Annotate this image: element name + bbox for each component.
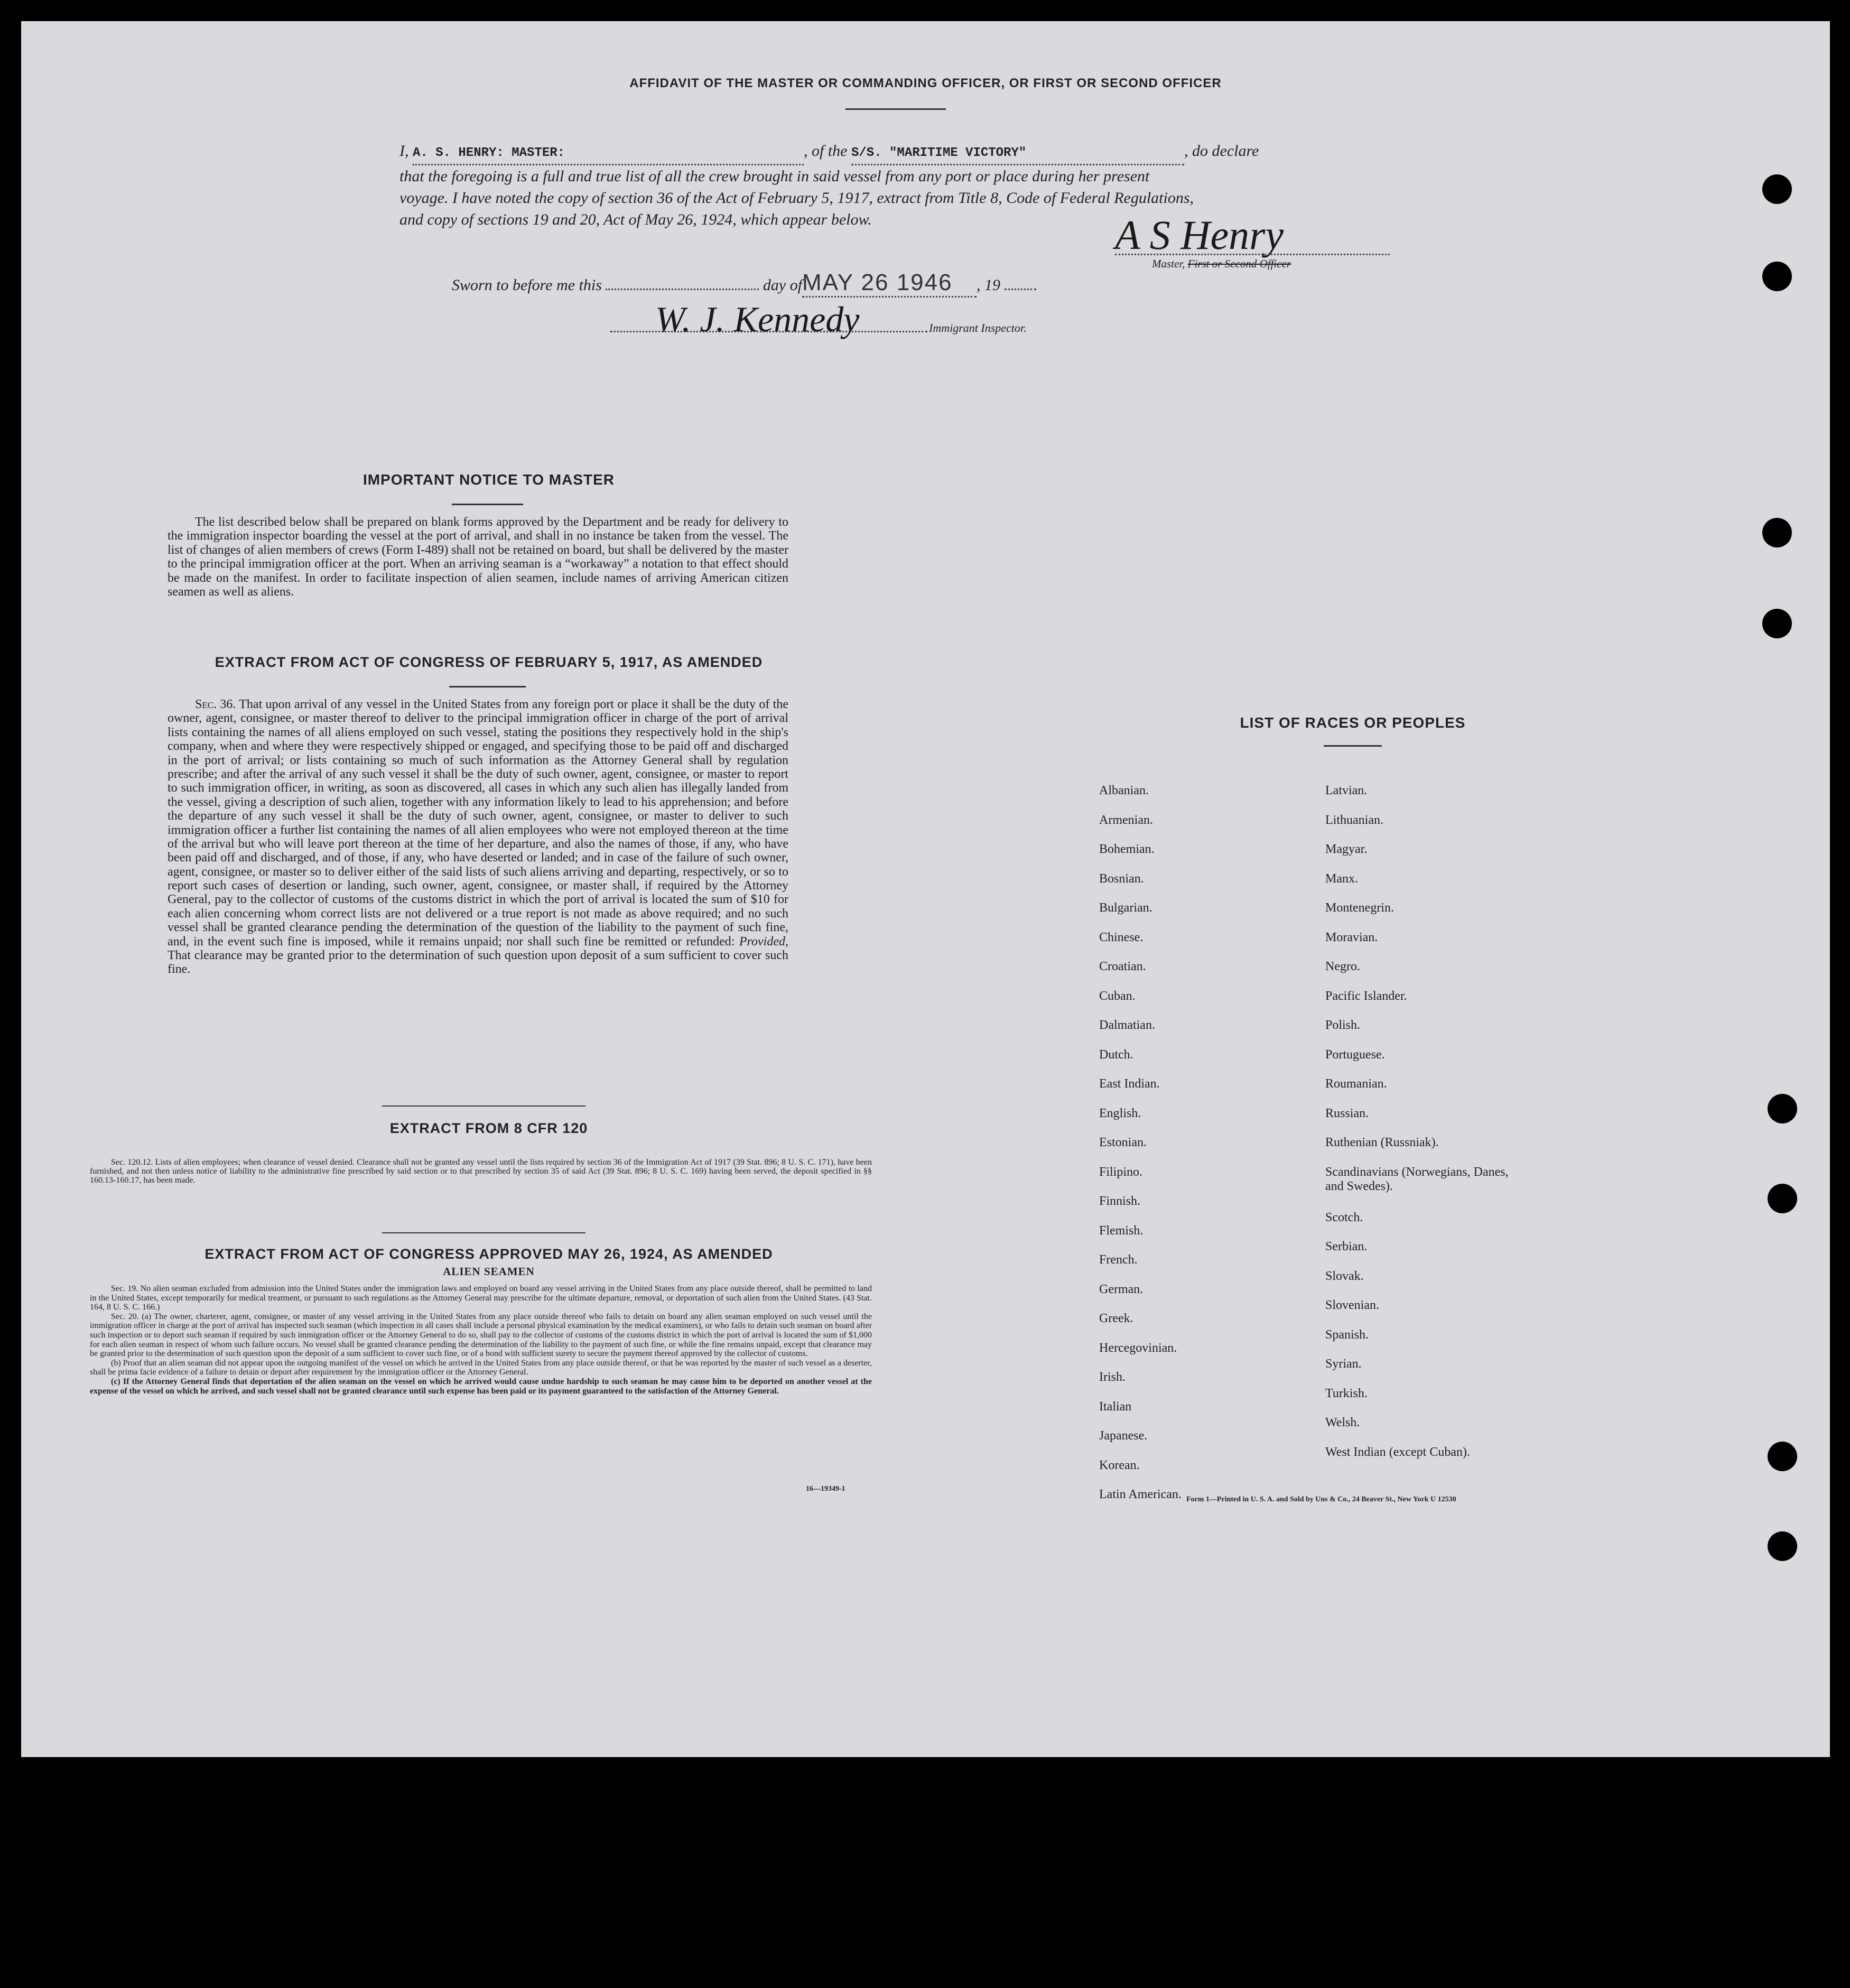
binder-hole [1768, 1442, 1797, 1471]
race-item: Negro. [1325, 960, 1360, 973]
race-item: Armenian. [1099, 813, 1153, 827]
day-of-label: day of [763, 276, 803, 294]
race-item: Ruthenian (Russniak). [1325, 1136, 1439, 1149]
race-item: Korean. [1099, 1458, 1140, 1472]
provided-label: Provided, [739, 934, 788, 949]
race-item: Moravian. [1325, 930, 1378, 944]
race-item: Welsh. [1325, 1416, 1360, 1430]
sworn-label: Sworn to before me this [452, 276, 602, 294]
sec-36-proviso: That clearance may be granted prior to the determination of such question upon deposit of a sum sufficient to cover such fine. [168, 949, 788, 977]
master-label [1152, 257, 1291, 271]
i-label: I, [399, 142, 409, 160]
race-item: Portuguese. [1325, 1047, 1385, 1062]
extract-1924-body [90, 1284, 872, 1396]
cfr-body: Sec. 120.12. Lists of alien employees; when clearance of vessel denied. Clearance shall not be granted any vessel until the lists required by section 36 of the Immigration Act of 1917 (39 Stat. 896; 8 U. S. C. 171), have been furnished, and not then unless notice of liability to the administrative fine prescribed by said section or to that prescribed by section 35 of said Act (39 Stat. 896; 8 U. S. C. 169) having been served, the deposit specified in §§ 160.13-160.17, has been made. [90, 1158, 872, 1185]
race-item: German. [1099, 1282, 1144, 1296]
race-item: Magyar. [1325, 842, 1368, 856]
sec-20b-text: (b) Proof that an alien seaman did not appear upon the outgoing manifest of the vessel on which he arrived in the United States from any place outside thereof, or that he was reported by the master of such vessel as a deserter, shall be prima facie evidence of a failure to detain or deport after requirement by the immigration officer or the Attorney General. [90, 1358, 872, 1377]
notice-body: The list described below shall be prepared on blank forms approved by the Department and be ready for delivery to the immigration inspector boarding the vessel at the port of arrival, and shall in no instance be taken from the vessel. The list of changes of alien members of crews (Form I-489) shall not be retained on board, but shall be delivered by the master to the principal immigration officer at the port. When an arriving seaman is a “workaway” a notation to that effect should be made on the manifest. In order to facilitate inspection of alien seamen, include names of arriving American citizen seamen as well as aliens. [168, 515, 788, 599]
inspector-label: Immigrant Inspector. [929, 321, 1027, 335]
race-item: Polish. [1325, 1018, 1361, 1032]
race-item: Russian. [1325, 1106, 1369, 1120]
race-item: Serbian. [1325, 1240, 1368, 1254]
notice-heading: IMPORTANT NOTICE TO MASTER [362, 471, 615, 488]
races-rule [1324, 745, 1382, 747]
sworn-day-field [606, 289, 759, 290]
binder-hole [1762, 609, 1792, 638]
do-declare-label: , do declare [1184, 142, 1259, 160]
race-item: Irish. [1099, 1370, 1126, 1384]
race-item: Finnish. [1099, 1194, 1141, 1208]
race-item: Spanish. [1325, 1327, 1369, 1342]
binder-hole [1762, 174, 1792, 204]
race-item: Dutch. [1099, 1047, 1133, 1062]
race-item: Turkish. [1325, 1386, 1368, 1400]
declaration-line-3: and copy of sections 19 and 20, Act of May 26, 1924, which appear below. [399, 211, 872, 228]
race-item: Croatian. [1099, 960, 1146, 973]
master-signature: A S Henry [1115, 212, 1284, 258]
printer-imprint: Form 1—Printed in U. S. A. and Sold by Uns & Co., 24 Beaver St., New York U 12530 [1186, 1495, 1456, 1503]
date-stamp: MAY 26 1946 [802, 270, 953, 295]
race-item: East Indian. [1099, 1077, 1160, 1091]
sec-19-text: Sec. 19. No alien seaman excluded from admission into the United States under the immigration laws and employed on board any vessel arriving in the United States from any place outside thereof, shall be permitted to land in the United States, except temporarily for medical treatment, or pursuant to such regulations as the Attorney General may prescribe for the ultimate departure, removal, or deportation of such alien from the United States. (43 Stat. 164, 8 U. S. C. 166.) [90, 1284, 872, 1312]
race-item: French. [1099, 1253, 1138, 1267]
binder-hole [1762, 518, 1792, 547]
sec-20c-text: (c) If the Attorney General finds that deportation of the alien seaman on the vessel on which he arrived would cause undue hardship to such seaman he may cause him to be deported on another vessel at the expense of the vessel on which he arrived, and such vessel shall not be granted clearance until such expense has been paid or its payment guaranteed to the satisfaction of the Attorney General. [90, 1377, 872, 1396]
race-item: Bosnian. [1099, 871, 1144, 886]
extract-1924-heading: EXTRACT FROM ACT OF CONGRESS APPROVED MAY 26, 1924, AS AMENDED [204, 1246, 773, 1262]
race-item: English. [1099, 1106, 1141, 1120]
race-item: Bohemian. [1099, 842, 1155, 856]
race-item: Slovenian. [1325, 1298, 1379, 1313]
race-item: Estonian. [1099, 1136, 1147, 1149]
year-field [1005, 289, 1036, 290]
race-item: Latvian. [1325, 784, 1368, 797]
race-item: Slovak. [1325, 1269, 1364, 1283]
race-item: Italian [1099, 1399, 1132, 1414]
binder-hole [1768, 1184, 1797, 1213]
binder-hole [1768, 1094, 1797, 1123]
master-label-prefix: Master, [1152, 257, 1185, 270]
cfr-heading: EXTRACT FROM 8 CFR 120 [389, 1120, 588, 1136]
extract-1917-rule [449, 686, 526, 688]
sworn-line [452, 270, 1036, 298]
race-item: Japanese. [1099, 1429, 1148, 1443]
race-item: Syrian. [1325, 1357, 1362, 1371]
vessel-name: S/S. "MARITIME VICTORY" [851, 146, 1027, 160]
race-item: Scandinavians (Norwegians, Danes, and Swedes). [1325, 1165, 1509, 1193]
race-item: Flemish. [1099, 1223, 1144, 1238]
race-item: Montenegrin. [1325, 901, 1394, 915]
master-signature-line [1115, 254, 1390, 255]
race-item: Albanian. [1099, 784, 1149, 797]
race-item: Pacific Islander. [1325, 989, 1407, 1003]
race-item: Roumanian. [1325, 1077, 1387, 1091]
declaration-line-1: that the foregoing is a full and true list of all the crew brought in said vessel from any port or place during her present [399, 168, 1150, 185]
declaration-line-2: voyage. I have noted the copy of section 36 of the Act of February 5, 1917, extract from Title 8, Code of Federal Regulations, [399, 189, 1194, 207]
cfr-bottom-rule [382, 1232, 585, 1233]
inspector-signature: W. J. Kennedy [655, 299, 860, 339]
master-name: A. S. HENRY: MASTER: [413, 146, 565, 160]
race-item: Latin American. [1099, 1488, 1182, 1501]
extract-1917-body [168, 698, 788, 977]
race-item: Chinese. [1099, 930, 1144, 944]
alien-seamen-subheading: ALIEN SEAMEN [443, 1265, 535, 1278]
document-page [21, 21, 1830, 1757]
vessel-field [851, 140, 1184, 165]
race-item: Bulgarian. [1099, 901, 1152, 915]
race-item: Hercegovinian. [1099, 1341, 1177, 1355]
title-rule [845, 108, 946, 110]
race-item: Greek. [1099, 1312, 1133, 1325]
race-item: Manx. [1325, 871, 1358, 886]
master-label-struck: First or Second Officer [1187, 257, 1291, 270]
sec-20a-text: Sec. 20. (a) The owner, charterer, agent, consignee, or master of any vessel arriving in the United States from any place outside thereof who fails to detain on board any alien seaman employed on such vessel until the immigration officer in charge at the port of arrival has inspected such seaman (which inspection in all cases shall include a personal physical examination by the medical examiners), or who fails to detain such seaman on board after such inspection or to deport such seaman if required by such immigration officer or the Attorney General to do so, shall pay to the collector of customs of the customs district in which the port of arrival is located the sum of $1,000 for each alien seaman in respect of whom such failure occurs. No vessel shall be granted clearance pending the determination of the liability to the payment of such fine, or while the fine remains unpaid, except that clearance may be granted prior to the determination of such question upon the deposit of a sum sufficient to cover such fine, or of a bond with sufficient surety to secure the payment thereof approved by the collector of customs. [90, 1312, 872, 1359]
cfr-top-rule [382, 1106, 585, 1107]
form-code: 16—19349-1 [806, 1485, 845, 1493]
extract-1917-heading: EXTRACT FROM ACT OF CONGRESS OF FEBRUARY 5, 1917, AS AMENDED [215, 654, 763, 670]
race-item: Filipino. [1099, 1165, 1143, 1179]
race-item: Dalmatian. [1099, 1018, 1155, 1032]
binder-hole [1762, 262, 1792, 291]
master-name-field [413, 140, 804, 165]
date-field [802, 270, 977, 298]
races-heading: LIST OF RACES OR PEOPLES [1240, 714, 1466, 731]
race-item: Cuban. [1099, 989, 1136, 1003]
race-item: West Indian (except Cuban). [1325, 1445, 1470, 1459]
sec-36-label: Sec. 36. [195, 698, 236, 711]
notice-rule [452, 504, 523, 505]
of-the-label: , of the [804, 142, 848, 160]
race-item: Scotch. [1325, 1210, 1363, 1224]
binder-hole [1768, 1531, 1797, 1561]
affidavit-title: AFFIDAVIT OF THE MASTER OR COMMANDING OFFICER, OR FIRST OR SECOND OFFICER [629, 76, 1222, 90]
race-item: Lithuanian. [1325, 813, 1383, 827]
sec-36-text: That upon arrival of any vessel in the United States from any foreign port or place it shall be the duty of the owner, agent, consignee, or master thereof to deliver to the principal immigration officer in charge of the port of arrival lists containing the names of all aliens employed on such vessel, stating the positions they respectively hold in the ship's company, when and where they were respectively shipped or engaged, and specifying those to be paid off and discharged in the port of arrival; or lists containing so much of such information as the Attorney General shall by regulation prescribe; and after the arrival of any such vessel it shall be the duty of such owner, agent, consignee, or master to report to such immigration officer, in writing, as soon as discovered, all cases in which any such alien has illegally landed from the vessel, giving a description of such alien, together with any information likely to lead to his apprehension; and before the departure of any such vessel it shall be the duty of such owner, agent, consignee, or master to deliver to such immigration officer a further list containing the names of all alien employees who were not employed thereon at the time of the arrival but who will leave port thereon at the time of her departure, and also the names of those, if any, who have been paid off and discharged, and of those, if any, who have deserted or landed; and in case of the failure of such owner, agent, consignee, or master so to deliver either of the said lists of such aliens arriving and departing, respectively, or so to report such cases of desertion or landing, such owner, agent, consignee, or master shall, if required by the Attorney General, pay to the collector of customs of the customs district in which the port of arrival is located the sum of $10 for each alien concerning whom correct lists are not delivered or a true report is not made as above required; and no such vessel shall be granted clearance pending the determination of the question of the liability to the payment of such fine, and, in the event such fine is imposed, while it remains unpaid; nor shall such fine be remitted or refunded: [168, 698, 788, 949]
year-suffix: , 19 [977, 276, 1001, 294]
